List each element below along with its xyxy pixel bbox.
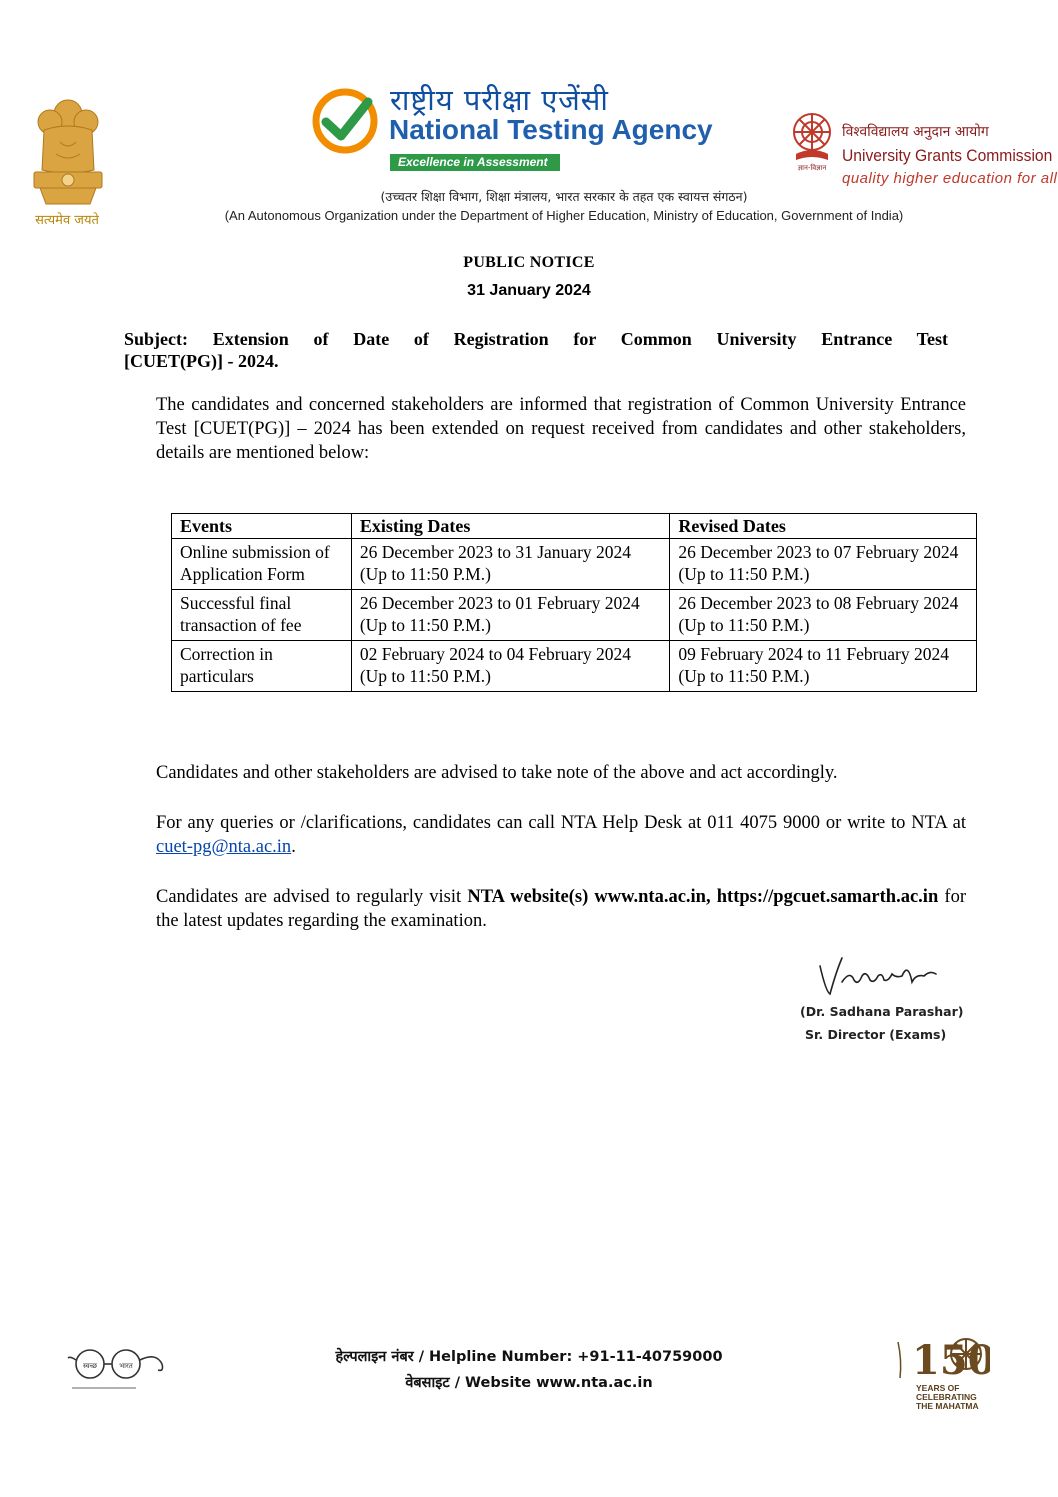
table-cell: 26 December 2023 to 31 January 2024 (Up to 11:50 P.M.): [351, 539, 670, 590]
notice-date: 31 January 2024: [467, 282, 591, 299]
nta-logo-icon: [312, 88, 378, 159]
gandhi-150-logo-icon: [890, 1330, 990, 1391]
signature-image: [812, 952, 942, 1005]
table-cell: 26 December 2023 to 07 February 2024 (Up to 11:50 P.M.): [670, 539, 977, 590]
table-cell: 09 February 2024 to 11 February 2024 (Up to 11:50 P.M.): [670, 641, 977, 692]
ugc-tagline: quality higher education for all: [842, 170, 1058, 187]
subject-line-2: [CUET(PG)] - 2024.: [124, 351, 279, 371]
ugc-logo-icon: [786, 108, 838, 177]
anniversary-text: YEARS OF CELEBRATING THE MAHATMA: [916, 1383, 979, 1411]
advice-paragraph: Candidates and other stakeholders are advised to take note of the above and act accordingly.: [156, 763, 838, 783]
column-header: Existing Dates: [351, 514, 670, 539]
signatory-designation: Sr. Director (Exams): [805, 1027, 947, 1042]
visit-text-2: for the latest updates regarding the examination.: [156, 887, 966, 931]
subtitle-english: (An Autonomous Organization under the Department of Higher Education, Ministry of Education, Government of India): [224, 208, 904, 223]
notice-title: PUBLIC NOTICE: [463, 254, 595, 271]
nta-tagline: Excellence in Assessment: [390, 154, 560, 171]
email-link[interactable]: cuet-pg@nta.ac.in: [156, 837, 292, 857]
table-row: [172, 539, 977, 590]
footer-website[interactable]: वेबसाइट / Website www.nta.ac.in: [405, 1375, 653, 1391]
emblem-motto: सत्यमेव जयते: [35, 213, 99, 228]
table-row: [172, 590, 977, 641]
nta-name: National Testing Agency: [389, 114, 713, 145]
svg-text:स्वच्छ: स्वच्छ: [82, 1362, 98, 1370]
query-paragraph: [156, 811, 966, 859]
table-cell: Online submission of Application Form: [172, 539, 352, 590]
query-end: .: [291, 837, 296, 857]
table-cell: Correction in particulars: [172, 641, 352, 692]
svg-text:ज्ञान-विज्ञान: ज्ञान-विज्ञान: [797, 164, 827, 172]
column-header: Revised Dates: [670, 514, 977, 539]
table-cell: 26 December 2023 to 08 February 2024 (Up to 11:50 P.M.): [670, 590, 977, 641]
website-paragraph: [156, 885, 966, 933]
subtitle-hindi: (उच्चतर शिक्षा विभाग, शिक्षा मंत्रालय, भारत सरकार के तहत एक स्वायत्त संगठन): [380, 189, 748, 204]
visit-text-1: Candidates are advised to regularly visit: [156, 887, 462, 907]
ugc-name: University Grants Commission: [842, 146, 1053, 165]
intro-paragraph: The candidates and concerned stakeholders are informed that registration of Common University Entrance Test [CUET(PG)] – 2024 has been extended on request received from candidates and other stakeholders, details are mentioned below:: [156, 395, 966, 463]
table-cell: 02 February 2024 to 04 February 2024 (Up to 11:50 P.M.): [351, 641, 670, 692]
query-text: For any queries or /clarifications, candidates can call NTA Help Desk at 011 4075 9000 or write to NTA at: [156, 813, 966, 833]
signatory-name: (Dr. Sadhana Parashar): [800, 1004, 964, 1019]
anniversary-number: 150: [912, 1337, 990, 1384]
website-links[interactable]: NTA website(s) www.nta.ac.in, https://pgcuet.samarth.ac.in: [467, 887, 939, 907]
column-header: Events: [172, 514, 352, 539]
table-cell: Successful final transaction of fee: [172, 590, 352, 641]
notice-subject: [124, 328, 948, 372]
nta-name-hindi: राष्ट्रीय परीक्षा एजेंसी: [390, 83, 609, 117]
subject-line-1: Subject: Extension of Date of Registration for Common University Entrance Test: [124, 329, 948, 349]
dates-table: [171, 513, 977, 692]
ugc-name-hindi: विश्वविद्यालय अनुदान आयोग: [842, 124, 989, 140]
table-row: [172, 641, 977, 692]
svg-text:भारत: भारत: [119, 1362, 133, 1370]
table-cell: 26 December 2023 to 01 February 2024 (Up to 11:50 P.M.): [351, 590, 670, 641]
table-header-row: [172, 514, 977, 539]
helpline-number: हेल्पलाइन नंबर / Helpline Number: +91-11-40759000: [335, 1349, 723, 1365]
